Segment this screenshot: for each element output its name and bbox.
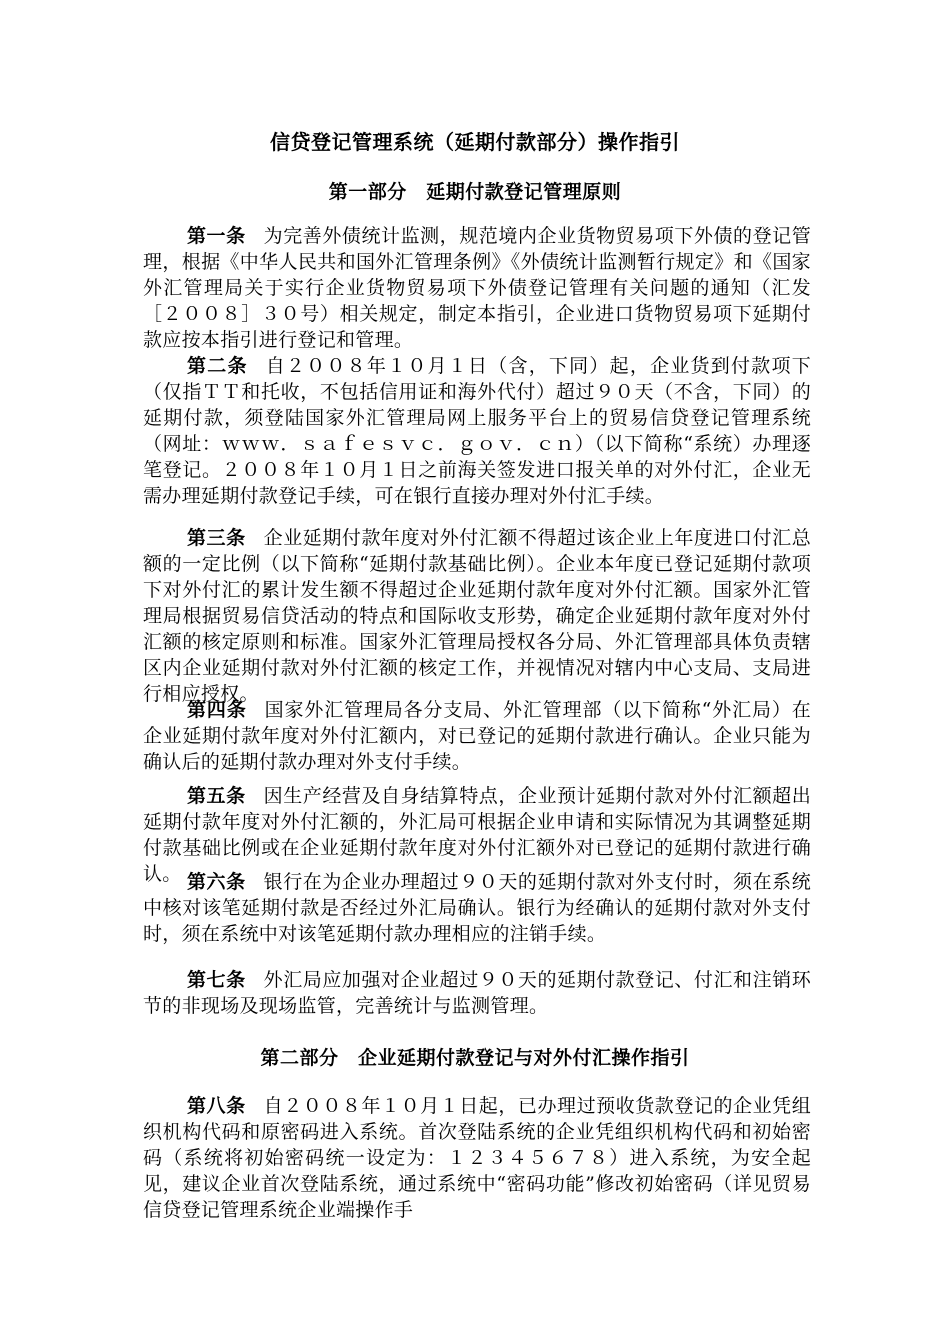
section-heading-part1: 第一部分 延期付款登记管理原则: [328, 181, 622, 203]
article-text: 自２００８年１０月１日起，已办理过预收货款登记的企业凭组织机构代码和原密码进入系统。首次登陆系统的企业凭组织机构代码和初始密码（系统将初始密码统一设定为：１２３４５６７８）进入系统，为安全起见，建议企业首次登陆系统，通过系统中“密码功能”修改初始密码（详见贸易信贷登记管理系统企业端操作手: [143, 1095, 811, 1221]
section-heading-part2: 第二部分 企业延期付款登记与对外付汇操作指引: [260, 1047, 690, 1069]
article-8: [143, 1093, 811, 1223]
article-label: 第一条: [187, 225, 246, 247]
article-label: 第二条: [187, 355, 248, 377]
document-title: 信贷登记管理系统（延期付款部分）操作指引: [270, 130, 680, 154]
article-1: [143, 223, 811, 353]
article-4: [143, 697, 811, 775]
article-text: 银行在为企业办理超过９０天的延期付款对外支付时，须在系统中核对该笔延期付款是否经过外汇局确认。银行为经确认的延期付款对外支付时，须在系统中对该笔延期付款办理相应的注销手续。: [143, 871, 811, 945]
article-label: 第三条: [187, 527, 246, 549]
article-6: [143, 869, 811, 947]
article-text: 为完善外债统计监测，规范境内企业货物贸易项下外债的登记管理，根据《中华人民共和国外汇管理条例》《外债统计监测暂行规定》和《国家外汇管理局关于实行企业货物贸易项下外债登记管理有关问题的通知（汇发［２００８］３０号）相关规定，制定本指引，企业进口货物贸易项下延期付款应按本指引进行登记和管理。: [143, 225, 811, 351]
article-text: 因生产经营及自身结算特点，企业预计延期付款对外付汇额超出延期付款年度对外付汇额的，外汇局可根据企业申请和实际情况为其调整延期付款基础比例或在企业延期付款年度对外付汇额外对已登记的延期付款进行确认。: [143, 785, 811, 885]
article-label: 第七条: [187, 969, 246, 991]
article-label: 第四条: [187, 699, 247, 721]
article-2: [143, 353, 811, 509]
article-text: 国家外汇管理局各分支局、外汇管理部（以下简称“外汇局）在企业延期付款年度对外付汇额内，对已登记的延期付款进行确认。企业只能为确认后的延期付款办理对外支付手续。: [143, 699, 811, 773]
article-label: 第六条: [187, 871, 246, 893]
article-label: 第八条: [187, 1095, 246, 1117]
article-label: 第五条: [187, 785, 246, 807]
article-text: 外汇局应加强对企业超过９０天的延期付款登记、付汇和注销环节的非现场及现场监管，完善统计与监测管理。: [143, 969, 811, 1017]
article-text: 自２００８年１０月１日（含，下同）起，企业货到付款项下（仅指ＴＴ和托收，不包括信用证和海外代付）超过９０天（不含，下同）的延期付款，须登陆国家外汇管理局网上服务平台上的贸易信贷登记管理系统（网址：ｗｗｗ．ｓａｆｅｓｖｃ．ｇｏｖ．ｃｎ）（以下简称“系统）办理逐笔登记。２００８年１０月１日之前海关签发进口报关单的对外付汇，企业无需办理延期付款登记手续，可在银行直接办理对外付汇手续。: [143, 355, 811, 507]
article-3: [143, 525, 811, 707]
article-text: 企业延期付款年度对外付汇额不得超过该企业上年度进口付汇总额的一定比例（以下简称“延期付款基础比例）。企业本年度已登记延期付款项下对外付汇的累计发生额不得超过企业延期付款年度对外付汇额。国家外汇管理局根据贸易信贷活动的特点和国际收支形势，确定企业延期付款年度对外付汇额的核定原则和标准。国家外汇管理局授权各分局、外汇管理部具体负责辖区内企业延期付款对外付汇额的核定工作，并视情况对辖内中心支局、支局进行相应授权。: [143, 527, 811, 705]
article-7: [143, 967, 811, 1019]
